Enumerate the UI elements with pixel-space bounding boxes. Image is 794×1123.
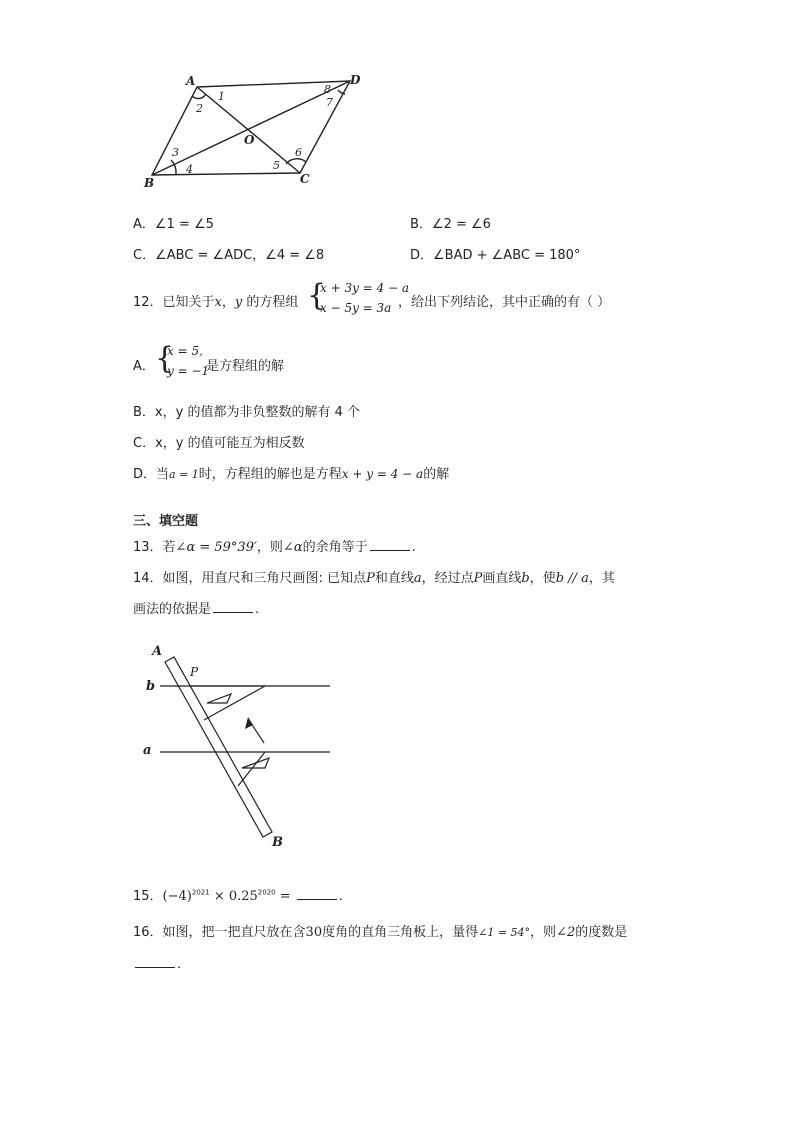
center-label-o: O [244,133,255,147]
label-a-line: a [143,743,152,758]
label-p: P [190,665,199,679]
q12-option-d-pre: D．当 [133,467,170,482]
q12-stem [133,291,298,310]
vertex-label-d: D [350,73,361,87]
q13-end: . [411,540,416,555]
angle-label-3: 3 [172,146,179,159]
q13-expression: ∠α = 59°39′ [175,540,257,555]
label-a-upper: A [152,644,163,659]
q14-text-d: 画直线 [482,571,522,586]
q16-text-d: 的度数是 [575,925,628,940]
parallelogram-figure [140,70,370,195]
q12-system-brace: { [307,278,327,313]
label-b-line: b [146,679,156,694]
angle-label-7: 7 [326,96,333,109]
vertex-label-a: A [186,74,196,88]
q15-equals: = [275,889,295,904]
q12-option-a-brace: { [155,341,175,376]
q13-suffix: 的余角等于 [302,540,368,555]
q14-text-c: ，经过点 [421,571,474,586]
q12-equation-1: x + 3y = 4 − a [320,281,410,295]
q12-equation-2: x − 5y = 3a [320,301,392,315]
q16-line-1 [133,921,627,940]
q14-end: . [255,602,260,617]
q16-text-b: 度角的直角三角板上，量得 [322,925,479,940]
q14-text-a: 14．如图，用直尺和三角尺画图: 已知点 [133,571,367,586]
q13 [133,536,416,555]
q12-option-c[interactable]: C．x，y 的值可能互为相反数 [133,436,305,451]
q12-option-a-eq1: x = 5, [167,344,203,358]
angle-label-8: 8 [324,83,331,96]
q12-option-b[interactable]: B．x，y 的值都为非负整数的解有 4 个 [133,405,360,420]
q16-end: . [177,957,182,972]
q16-answer-blank[interactable] [135,955,175,968]
angle-label-6: 6 [295,146,302,159]
q16-angle-1: ∠1 = 54° [478,926,531,939]
q14-line-1 [133,567,615,586]
q13-angle: ∠α [282,540,303,555]
q12-option-d[interactable] [133,463,449,482]
q16-text-c: ，则 [530,925,557,940]
point-p: P [366,571,375,586]
q13-mid: ，则 [256,540,283,555]
q15-times: × 0.25 [209,889,258,904]
q11-option-c[interactable]: C．∠ABC = ∠ADC，∠4 = ∠8 [133,248,325,263]
q12-option-a-text: 是方程组的解 [206,359,285,374]
q12-option-d-end: 的解 [423,467,450,482]
q12-option-a-eq2: y = −1 [167,364,210,378]
q15-exponent-1: 2021 [191,888,210,897]
q15-end: . [338,889,343,904]
q11-option-b[interactable]: B．∠2 = ∠6 [410,217,491,232]
parallel-expression: b // a [555,571,589,586]
q15-prefix: 15． [133,889,163,904]
angle-label-4: 4 [186,163,193,176]
section-title: 三、填空题 [133,514,199,529]
line-a: a [413,571,422,586]
q15-base: (−4) [162,889,192,904]
line-b: b [521,571,530,586]
label-b-upper: B [272,835,283,850]
var-y: y [234,295,243,310]
q16-degree-value: 30 [305,925,323,940]
q11-option-d[interactable]: D．∠BAD + ∠ABC = 180° [410,248,581,263]
q12-option-d-mid: 时，方程组的解也是方程 [198,467,342,482]
q14-text-e: ，使 [529,571,556,586]
q12-mid: 的方程组 [246,295,299,310]
q12-option-a-label[interactable]: A． [133,359,155,374]
vertex-label-c: C [300,172,310,186]
angle-label-2: 2 [196,102,203,115]
angle-label-5: 5 [273,159,280,172]
q12-option-d-condition: a = 1 [169,468,199,481]
vertex-label-b: B [144,176,155,190]
q16-angle-2: ∠2 [556,925,576,940]
q15-exponent-2: 2020 [257,888,276,897]
q14-text-f: ，其 [588,571,615,586]
q15-answer-blank[interactable] [297,887,337,900]
q16-text-a: 16．如图，把一把直尺放在含 [133,925,306,940]
q12-prefix: 12．已知关于 [133,295,215,310]
point-p-2: P [473,571,483,586]
q15 [133,885,343,904]
q12-suffix: ，给出下列结论，其中正确的有（ ） [398,295,611,310]
var-x: x [214,295,222,310]
q12-option-d-equation: x + y = 4 − a [341,467,424,481]
q12-comma: ， [221,295,235,310]
q14-text-b: 和直线 [374,571,414,586]
q14-line-2 [133,598,259,617]
angle-label-1: 1 [218,90,225,103]
q11-option-a[interactable]: A．∠1 = ∠5 [133,217,214,232]
ruler-triangle-figure [135,640,335,852]
q13-answer-blank[interactable] [370,538,410,551]
q13-prefix: 13．若 [133,540,176,555]
q14-line-2-text: 画法的依据是 [133,602,212,617]
q16-line-2 [133,955,181,972]
q14-answer-blank[interactable] [213,600,253,613]
